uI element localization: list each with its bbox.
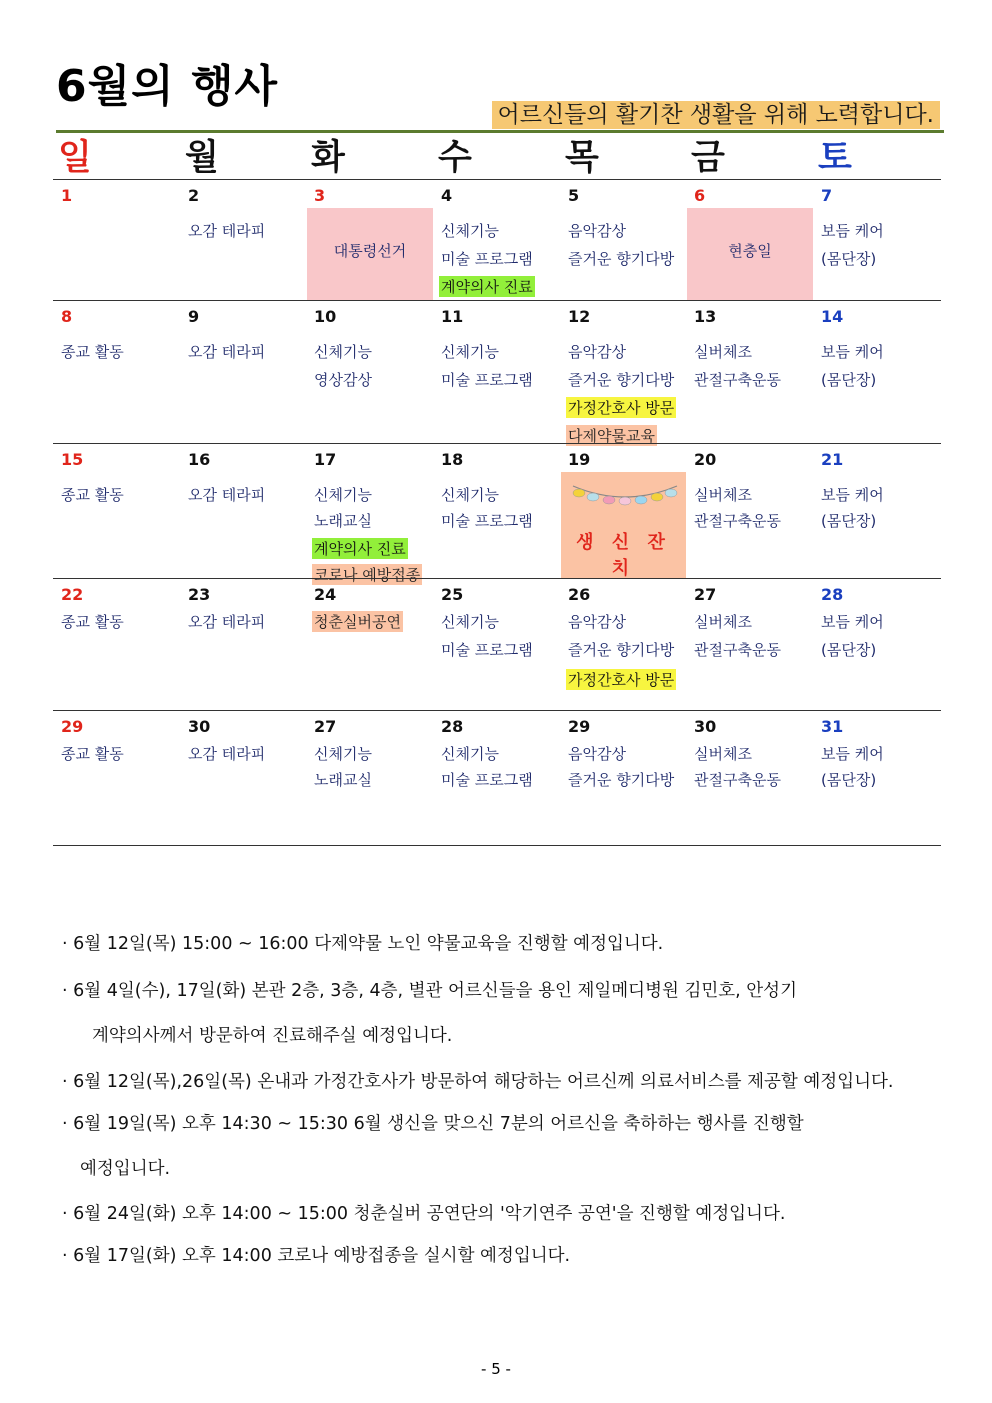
date-number: 25 (441, 585, 464, 604)
date-number: 1 (61, 186, 73, 205)
holiday-label: 대통령선거 (333, 242, 407, 260)
calendar-week (53, 179, 941, 301)
event-item: 종교 활동 (61, 343, 124, 361)
garland-icon (565, 478, 685, 512)
date-number: 30 (188, 717, 211, 736)
header-divider (56, 130, 944, 133)
event-item: 청춘실버공연 (314, 613, 401, 631)
event-item: 음악감상 (568, 745, 626, 763)
weekday-sun: 일 (58, 138, 92, 178)
calendar-day-cell (560, 711, 686, 846)
date-number: 5 (568, 186, 580, 205)
note-line: 계약의사께서 방문하여 진료해주실 예정입니다. (92, 1026, 453, 1046)
event-item: 미술 프로그램 (441, 250, 533, 268)
event-item: (몸단장) (821, 250, 877, 268)
date-number: 16 (188, 450, 211, 469)
calendar-day-cell (53, 444, 180, 579)
holiday-label: 현충일 (728, 242, 772, 260)
calendar-day-cell (180, 711, 306, 846)
date-number: 29 (61, 717, 84, 736)
event-item: 미술 프로그램 (441, 371, 533, 389)
event-item: (몸단장) (821, 512, 877, 530)
calendar-day-cell (306, 301, 433, 444)
weekday-thu: 목 (565, 138, 599, 178)
birthday-party-label: 생 신 잔 치 (576, 532, 671, 579)
calendar-day-cell (433, 444, 560, 579)
event-item: 즐거운 향기다방 (568, 250, 675, 268)
event-item: 관절구축운동 (694, 771, 781, 789)
date-number: 14 (821, 307, 844, 326)
calendar-week (53, 710, 941, 846)
calendar-day-cell (433, 180, 560, 301)
event-item: 관절구축운동 (694, 512, 781, 530)
event-item: 실버체조 (694, 343, 752, 361)
date-number: 13 (694, 307, 717, 326)
event-item: 오감 테라피 (188, 745, 266, 763)
date-number: 12 (568, 307, 591, 326)
date-number: 24 (314, 585, 337, 604)
event-item: 계약의사 진료 (314, 540, 406, 558)
calendar-week (53, 443, 941, 584)
event-item: 보듬 케어 (821, 745, 884, 763)
event-item: 코로나 예방접종 (314, 566, 421, 584)
date-number: 21 (821, 450, 844, 469)
date-number: 27 (314, 717, 337, 736)
date-number: 4 (441, 186, 453, 205)
event-item: 보듬 케어 (821, 613, 884, 631)
date-number: 29 (568, 717, 591, 736)
event-item: 신체기능 (314, 343, 372, 361)
calendar-day-cell (813, 579, 941, 711)
date-number: 28 (821, 585, 844, 604)
event-item: 실버체조 (694, 486, 752, 504)
page-title: 6월의 행사 (56, 61, 278, 112)
date-number: 19 (568, 450, 591, 469)
calendar-day-cell (180, 301, 306, 444)
date-number: 18 (441, 450, 464, 469)
calendar-day-cell (686, 301, 813, 444)
event-item: 관절구축운동 (694, 641, 781, 659)
event-item: 보듬 케어 (821, 343, 884, 361)
weekday-mon: 월 (185, 138, 219, 178)
event-item: 실버체조 (694, 745, 752, 763)
calendar-day-cell (306, 444, 433, 584)
calendar-day-cell (306, 711, 433, 846)
event-item: 노래교실 (314, 512, 372, 530)
event-item: 음악감상 (568, 222, 626, 240)
event-item: 종교 활동 (61, 613, 124, 631)
event-item: 신체기능 (441, 486, 499, 504)
event-item: 오감 테라피 (188, 343, 266, 361)
weekday-fri: 금 (691, 138, 725, 178)
note-line: · 6월 17일(화) 오후 14:00 코로나 예방접종을 실시할 예정입니다. (62, 1246, 571, 1266)
event-item: 가정간호사 방문 (568, 399, 675, 417)
event-item: 관절구축운동 (694, 371, 781, 389)
calendar-day-cell (53, 579, 180, 711)
event-item: 즐거운 향기다방 (568, 771, 675, 789)
calendar-week (53, 578, 941, 711)
date-number: 9 (188, 307, 200, 326)
event-item: 영상감상 (314, 371, 372, 389)
calendar-day-cell (433, 579, 560, 711)
date-number: 17 (314, 450, 337, 469)
calendar-day-cell (560, 301, 686, 444)
calendar-day-cell (53, 180, 180, 301)
note-line: · 6월 19일(목) 오후 14:30 ~ 15:30 6월 생신을 맞으신 7분의 어르신을 축하하는 행사를 진행할 (62, 1114, 804, 1134)
event-item: 미술 프로그램 (441, 641, 533, 659)
event-item: 신체기능 (441, 745, 499, 763)
weekday-sat: 토 (818, 138, 852, 178)
calendar-week (53, 300, 941, 444)
calendar-day-cell (813, 444, 941, 579)
event-item: 신체기능 (441, 222, 499, 240)
event-item: 다제약물교육 (568, 427, 655, 445)
date-number: 6 (694, 186, 706, 205)
event-item: (몸단장) (821, 371, 877, 389)
weekday-wed: 수 (438, 138, 472, 178)
date-number: 28 (441, 717, 464, 736)
calendar-day-cell (306, 579, 433, 711)
calendar-day-cell (180, 579, 306, 711)
page-number: - 5 - (481, 1360, 511, 1378)
calendar-day-cell (561, 472, 686, 579)
date-number: 10 (314, 307, 337, 326)
note-line: · 6월 24일(화) 오후 14:00 ~ 15:00 청춘실버 공연단의 '악기연주 공연'을 진행할 예정입니다. (62, 1204, 786, 1224)
calendar-day-cell (307, 208, 433, 301)
calendar-day-cell (687, 208, 813, 301)
date-number: 31 (821, 717, 844, 736)
event-item: (몸단장) (821, 641, 877, 659)
event-item: 신체기능 (441, 613, 499, 631)
date-number: 11 (441, 307, 464, 326)
note-line: · 6월 12일(목) 15:00 ~ 16:00 다제약물 노인 약물교육을 진행할 예정입니다. (62, 934, 664, 954)
calendar-day-cell (560, 579, 686, 711)
calendar-day-cell (686, 579, 813, 711)
event-item: 오감 테라피 (188, 613, 266, 631)
calendar-day-cell (433, 301, 560, 444)
date-number: 22 (61, 585, 84, 604)
weekday-header (56, 136, 944, 180)
calendar-day-cell (813, 180, 941, 301)
date-number: 3 (314, 186, 326, 205)
event-item: 노래교실 (314, 771, 372, 789)
date-number: 15 (61, 450, 84, 469)
event-item: 신체기능 (314, 486, 372, 504)
weekday-tue: 화 (311, 138, 345, 178)
event-item: 종교 활동 (61, 745, 124, 763)
date-number: 23 (188, 585, 211, 604)
event-item: 계약의사 진료 (441, 278, 533, 296)
event-item: (몸단장) (821, 771, 877, 789)
event-item: 가정간호사 방문 (568, 671, 675, 689)
note-line: · 6월 12일(목),26일(목) 온내과 가정간호사가 방문하여 해당하는 어르신께 의료서비스를 제공할 예정입니다. (62, 1072, 894, 1092)
event-item: 즐거운 향기다방 (568, 641, 675, 659)
calendar-day-cell (433, 711, 560, 846)
event-item: 보듬 케어 (821, 222, 884, 240)
event-item: 미술 프로그램 (441, 771, 533, 789)
event-item: 보듬 케어 (821, 486, 884, 504)
date-number: 20 (694, 450, 717, 469)
date-number: 27 (694, 585, 717, 604)
calendar-day-cell (813, 711, 941, 846)
event-item: 신체기능 (441, 343, 499, 361)
calendar-day-cell (53, 711, 180, 846)
calendar-day-cell (53, 301, 180, 444)
event-item: 오감 테라피 (188, 222, 266, 240)
event-item: 미술 프로그램 (441, 512, 533, 530)
date-number: 8 (61, 307, 73, 326)
calendar-day-cell (686, 711, 813, 846)
calendar-day-cell (560, 180, 686, 301)
date-number: 26 (568, 585, 591, 604)
event-item: 실버체조 (694, 613, 752, 631)
event-item: 음악감상 (568, 343, 626, 361)
date-number: 7 (821, 186, 833, 205)
calendar-day-cell (180, 444, 306, 579)
event-item: 즐거운 향기다방 (568, 371, 675, 389)
calendar-day-cell (180, 180, 306, 301)
date-number: 30 (694, 717, 717, 736)
date-number: 2 (188, 186, 200, 205)
calendar-day-cell (686, 444, 813, 579)
event-item: 음악감상 (568, 613, 626, 631)
calendar-day-cell (813, 301, 941, 444)
slogan-banner: 어르신들의 활기찬 생활을 위해 노력합니다. (492, 101, 940, 129)
note-line: · 6월 4일(수), 17일(화) 본관 2층, 3층, 4층, 별관 어르신들을 용인 제일메디병원 김민호, 안성기 (62, 981, 797, 1001)
event-item: 신체기능 (314, 745, 372, 763)
event-item: 오감 테라피 (188, 486, 266, 504)
note-line: 예정입니다. (80, 1159, 171, 1179)
event-item: 종교 활동 (61, 486, 124, 504)
calendar-bottom-border (53, 845, 941, 846)
